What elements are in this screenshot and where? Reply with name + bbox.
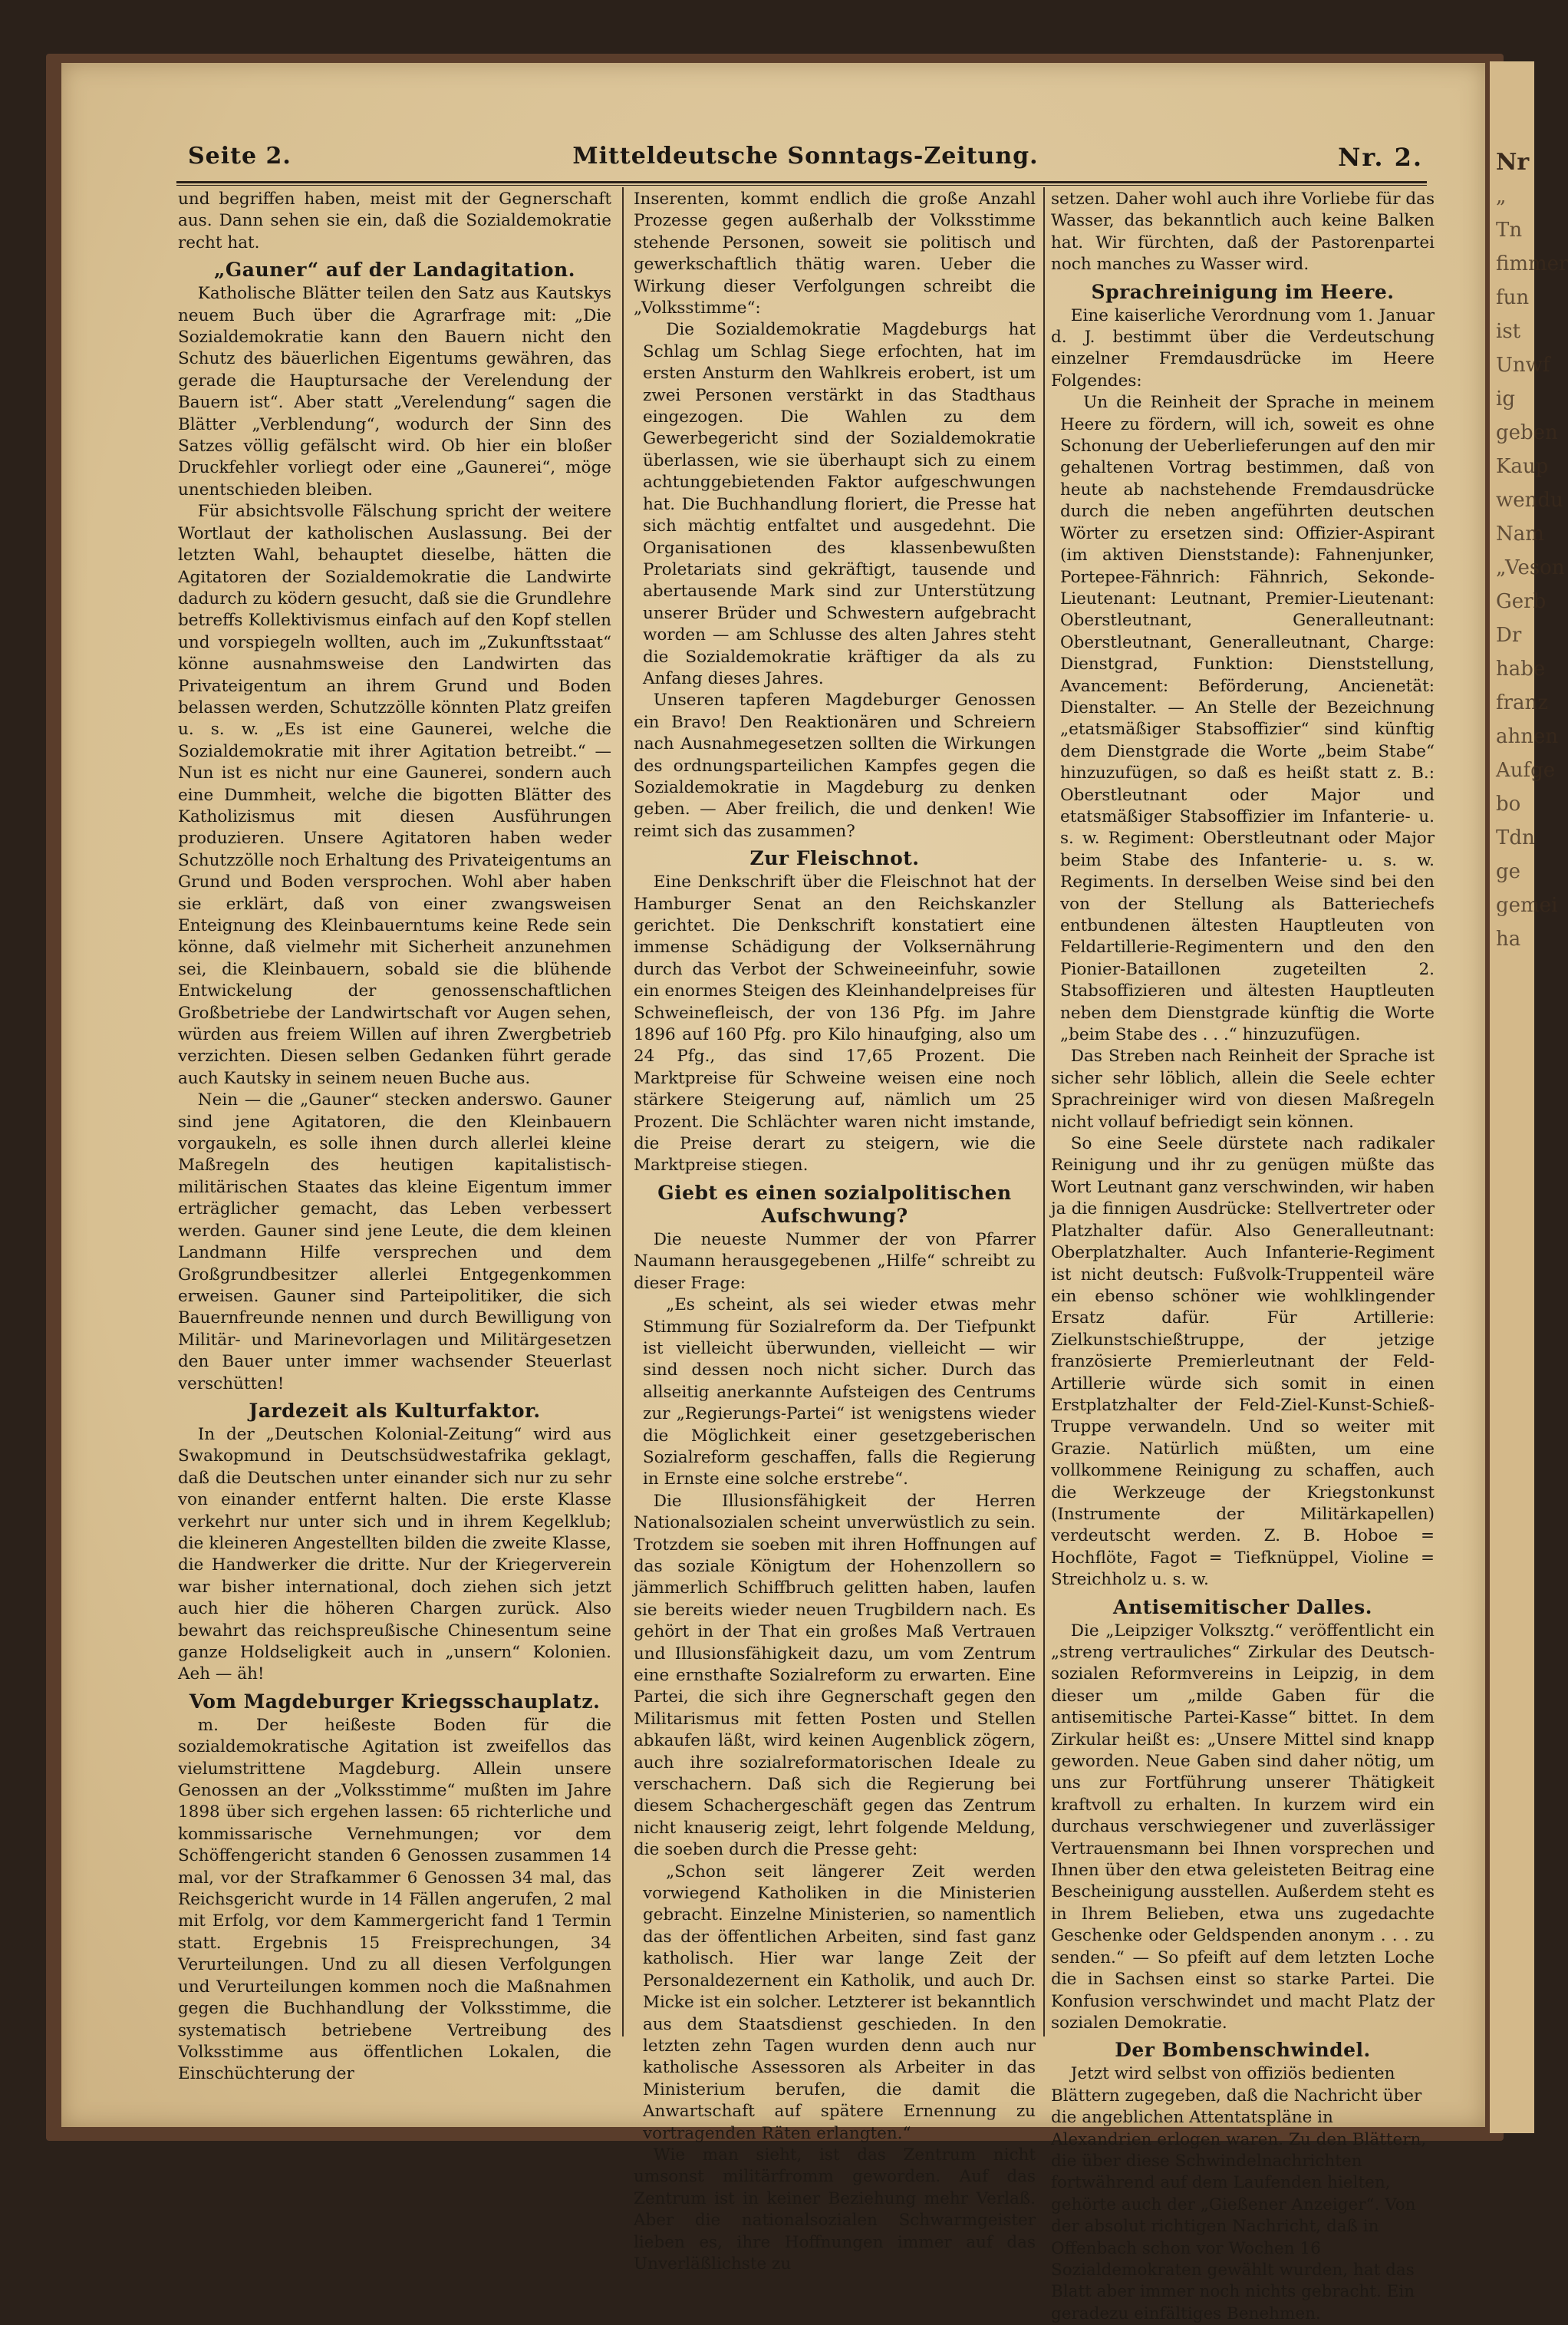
adjacent-page-line: fun [1496, 286, 1530, 309]
column-3 [1051, 189, 1435, 2323]
article-text: Eine Denkschrift über die Fleischnot hat der Hamburger Senat an den Reichskanzler gerichtet. Die Denkschrift konstatiert eine immense Schädigung der Volksernährung durch das Verbot der Schweineeinfuhr, sowie ein enormes Steigen des Kleinhandelpreises für Schweinefleisch, der von 136 Pfg. im Jahre 1896 auf 160 Pfg. pro Kilo hinaufging, also um 24 Pfg., das sind 17,65 Prozent. Die Marktpreise für Schweine weisen eine noch stärkere Steigerung auf, nämlich um 25 Prozent. Die Schlächter waren nicht imstande, die Preise derart zu steigern, wie die Marktpreise stiegen. [634, 872, 1036, 1176]
article-heading-line: Giebt es einen sozialpolitischen [657, 1181, 1012, 1204]
quoted-text: Die Sozialdemokratie Magdeburgs hat Schlag um Schlag Siege erfochten, hat im ersten Ansturm den Wahlkreis erobert, ist um zwei Personen verstärkt in das Stadthaus eingezogen. Die Wahlen zu dem Gewerbegericht sind der Sozialdemokratie überlassen, wie sie überhaupt sich zu einem achtunggebietenden Faktor aufgeschwungen hat. Die Buchhandlung floriert, die Presse hat sich mächtig entfaltet und ausgedehnt. Die Organisationen des klassenbewußten Proletariats sind gekräftigt, tausende und abertausende Mark sind zur Unterstützung unserer Brüder und Schwestern aufgebracht worden — am Schlusse des alten Jahres steht die Sozialdemokratie kräftiger da als zu Anfang dieses Jahres. [643, 320, 1036, 688]
adjacent-page-line: Dr [1496, 624, 1522, 647]
quoted-text: „Schon seit längerer Zeit werden vorwiegend Katholiken in die Ministerien gebracht. Einzelne Ministerien, so namentlich das der öffentlichen Arbeiten, sind fast ganz katholisch. Hier war lange Zeit der Personaldezernent ein Katholik, und auch Dr. Micke ist ein solcher. Letzterer ist bekanntlich aus dem Staatsdienst geschieden. In den letzten zehn Tagen wurden denn auch nur katholische Assessoren als Arbeiter in das Ministerium berufen, die damit die Anwartschaft auf spätere Ernennung zu vortragenden Räten erlangten.“ [643, 1862, 1036, 2143]
article-text: Unseren tapferen Magdeburger Genossen ein Bravo! Den Reaktionären und Schreiern nach Ausnahmegesetzen sollten die Wirkungen des ordnungsparteilichen Kampfes gegen die Sozialdemokratie in Magdeburg zu denken geben. — Aber freilich, die und denken! Wie reimt sich das zusammen? [634, 691, 1036, 841]
article-heading: Jardezeit als Kulturfaktor. [249, 1399, 541, 1422]
article-text: Katholische Blätter teilen den Satz aus Kautskys neuem Buch über die Agrarfrage mit: „Die Sozialdemokratie kann den Bauern nicht den Schutz des bäuerlichen Eigentums gewähren, das gerade die Hauptursache der Verelendung der Bauern ist“. Aber statt „Verelendung“ sagen die Blätter „Verblendung“, wodurch der Sinn des Satzes völlig gefälscht wird. Ob hier ein bloßer Druckfehler vorliegt oder eine „Gaunerei“, möge unentschieden bleiben. [178, 284, 611, 500]
article-text: Wie man sieht, ist das Zentrum nicht umsonst militärfromm geworden. Auf das Zentrum ist in keiner Beziehung mehr Verlaß. Aber die nationalsozialen Schwarmgeister lieben es, ihre Hoffnungen immer auf das Unverläßlichste zu [634, 2145, 1036, 2274]
adjacent-page-line: Nam [1496, 523, 1544, 546]
adjacent-page-line: ge [1496, 860, 1521, 883]
article-text: Das Streben nach Reinheit der Sprache ist sicher sehr löblich, allein die Seele echter Sprachreiniger wird von diesen Maßregeln nicht vollauf befriedigt sein können. [1051, 1047, 1435, 1132]
adjacent-page-line: Aufge [1496, 759, 1556, 782]
newspaper-title: Mitteldeutsche Sonntags-Zeitung. [572, 143, 1039, 170]
adjacent-page-line: „ [1496, 185, 1507, 208]
article-text: Inserenten, kommt endlich die große Anzahl Prozesse gegen außerhalb der Volksstimme stehende Personen, soweit sie politisch und gewerkschaftlich thätig waren. Ueber die Wirkung dieser Verfolgungen schreibt die „Volksstimme“: [634, 190, 1036, 318]
article-text: Nein — die „Gauner“ stecken anderswo. Gauner sind jene Agitatoren, die den Kleinbauern vorgaukeln, es solle ihnen durch allerlei kleine Maßregeln des heutigen kapitalistisch-militärischen Staates das kleine Eigentum immer erträglicher gemacht, das Leben verbessert werden. Gauner sind jene Leute, die dem kleinen Landmann Hilfe versprechen und dem Großgrundbesitzer allerlei Entgegenkommen erweisen. Gauner sind Parteipolitiker, die sich Bauernfreunde nennen und durch Bewilligung von Militär- und Marinevorlagen und Militärgesetzen den Bauer unter immer wachsender Steuerlast verschütten! [178, 1090, 611, 1393]
column-1 [178, 189, 611, 2084]
article-heading-line: Aufschwung? [761, 1204, 908, 1227]
article-heading [634, 1182, 1036, 1228]
adjacent-page-line: Gerb [1496, 590, 1547, 613]
article-text: Für absichtsvolle Fälschung spricht der weitere Wortlaut der katholischen Auslassung. Bei der letzten Wahl, behauptet dieselbe, hätten die Agitatoren der Sozialdemokratie die Landwirte dadurch zu ködern gesucht, daß sie die Grundlehre betreffs Kollektivismus einfach auf den Kopf stellen und vorspiegeln wollten, auch im „Zukunftsstaat“ könne ausnahmsweise den Landwirten das Privateigentum an ihrem Grund und Boden belassen werden, Schutzzölle könnten Platz greifen u. s. w. „Es ist eine Gaunerei, welche die Sozialdemokratie mit ihrer Agitation betreibt.“ — Nun ist es nicht nur eine Gaunerei, sondern auch eine Dummheit, welche die bigotten Blätter des Katholizismus mit diesen Ausführungen produzieren. Unsere Agitatoren haben weder Schutzzölle noch Erhaltung des Privateigentums an Grund und Boden versprochen. Wohl aber haben sie erklärt, daß von einer zwangsweisen Enteignung des Kleinbauerntums keine Rede sein könne, daß vielmehr mit Sicherheit anzunehmen sei, die Kleinbauern, sobald sie die blühende Entwickelung der genossenschaftlichen Großbetriebe der Landwirtschaft vor Augen sehen, würden aus freiem Willen auf ihren Zwergbetrieb verzichten. Diesen selben Gedanken führt gerade auch Kautsky in seinem neuen Buche aus. [178, 502, 611, 1088]
adjacent-page-line: geben [1496, 421, 1558, 444]
adjacent-page-line: habe [1496, 658, 1546, 681]
article-text: Die neueste Nummer der von Pfarrer Naumann herausgegebenen „Hilfe“ schreibt zu dieser Frage: [634, 1229, 1036, 1293]
header-rule [176, 181, 1427, 186]
adjacent-page-line: Kaup [1496, 455, 1549, 478]
article-heading: Sprachreinigung im Heere. [1091, 280, 1395, 303]
adjacent-page-line: ig [1496, 388, 1515, 411]
article-heading: Antisemitischer Dalles. [1113, 1595, 1372, 1618]
adjacent-page-line: ha [1496, 928, 1521, 951]
adjacent-page-line: ahnen [1496, 725, 1559, 748]
adjacent-page-line: Unwf [1496, 354, 1550, 377]
column-divider [1043, 187, 1045, 2036]
column-2 [634, 189, 1036, 2274]
adjacent-page-line: Tdn [1496, 826, 1535, 849]
issue-number: Nr. 2. [1338, 143, 1423, 172]
article-text: setzen. Daher wohl auch ihre Vorliebe für das Wasser, das bekanntlich auch keine Balken hat. Wir fürchten, daß der Pastorenpartei noch manches zu Wasser wird. [1051, 190, 1435, 275]
column-divider [622, 187, 624, 2036]
article-heading: Der Bombenschwindel. [1115, 2039, 1371, 2062]
quoted-text: „Es scheint, als sei wieder etwas mehr Stimmung für Sozialreform da. Der Tiefpunkt ist vielleicht überwunden, vielleicht — wir sind dessen noch nicht sicher. Durch das allseitig anerkannte Aufsteigen des Centrums zur „Regierungs-Partei“ ist wenigstens wieder die Möglichkeit einer gesetzgeberischen Sozialreform geschaffen, falls die Regierung in Ernste eine solche erstrebe“. [643, 1295, 1036, 1489]
page-header [188, 143, 1423, 181]
article-heading: Vom Magdeburger Kriegsschauplatz. [189, 1690, 601, 1713]
article-text: m. Der heißeste Boden für die sozialdemokratische Agitation ist zweifellos das vielumstrittene Magdeburg. Allein unsere Genossen an der „Volksstimme“ mußten im Jahre 1898 über sich ergehen lassen: 65 richterliche und kommissarische Vernehmungen; vor dem Schöffengericht standen 6 Genossen zusammen 14 mal, vor der Strafkammer 6 Genossen 34 mal, das Reichsgericht wurde in 14 Fällen angerufen, 2 mal mit Erfolg, vor dem Kammergericht fand 1 Termin statt. Ergebnis 15 Freisprechungen, 34 Verurteilungen. Und zu all diesen Verfolgungen und Verurteilungen kommen noch die Maßnahmen gegen die Buchhandlung der Volksstimme, die systematisch betriebene Vertreibung des Volksstimme aus öffentlichen Lokalen, die Einschüchterung der [178, 1715, 611, 2084]
adjacent-page-line: gemei [1496, 894, 1558, 917]
adjacent-page-line: ist [1496, 320, 1521, 343]
article-text: Jetzt wird selbst von offiziös bedienten Blättern zugegeben, daß die Nachricht über die angeblichen Attentatspläne in Alexandrien erlogen waren. Zu den Blättern, die über diese Schwindelnachrichten fortwährend auf dem Laufenden hielten, gehörte auch der „Gießener Anzeiger“. Von der absolut richtigen Nachricht, daß in Offenbach schon vor Wochen 16 Sozialdemokraten gewählt wurden, hat das Blatt aber immer noch nichts gebracht. Ein geradezu einfältiges Benehmen. [1051, 2064, 1427, 2323]
adjacent-page-line: „Veson [1496, 556, 1565, 579]
quoted-text: Un die Reinheit der Sprache in meinem Heere zu fördern, will ich, soweit es ohne Schonung der Ueberlieferungen auf den mir gehaltenen Vortrag bestimmen, daß von heute ab nachstehende Fremdausdrücke durch die neben angeführten deutschen Wörter zu ersetzen sind: Offizier-Aspirant (im aktiven Dienststande): Fahnenjunker, Portepee-Fähnrich: Fähnrich, Sekonde-Lieutenant: Leutnant, Premier-Lieutenant: Oberstleutnant, Generalleutnant: Oberstleutnant, Generalleutnant, Charge: Dienstgrad, Funktion: Dienststellung, Avancement: Beförderung, Ancienetät: Dienstalter. — An Stelle der Bezeichnung „etatsmäßiger Stabsoffizier“ sind künftig dem Dienstgrade die Worte „beim Stabe“ hinzuzufügen, so daß es heißt statt z. B.: Oberstleutnant oder Major und etatsmäßiger Stabsoffizier im Infanterie- u. s. w. Regiment: Oberstleutnant oder Major beim Stabe des Infanterie- u. s. w. Regiments. In derselben Weise sind bei den von der Stellung als Batteriechefs entbundenen ältesten Hauptleuten von Feldartillerie-Regimentern und den den Pionier-Bataillonen zugeteilten 2. Stabsoffizieren und ältesten Hauptleuten neben dem Dienstgrade künftig die Worte „beim Stabe des . . .“ hinzuzufügen. [1060, 393, 1435, 1045]
adjacent-page-line: wendu [1496, 489, 1563, 512]
article-heading: Zur Fleischnot. [749, 847, 920, 870]
article-text: Die Illusionsfähigkeit der Herren Nationalsozialen scheint unverwüstlich zu sein. Trotzdem sie soeben mit ihren Hoffnungen auf das soziale Königtum der Hohenzollern so jämmerlich Schiffbruch gelitten haben, laufen sie bereits wieder neuen Trugbildern nach. Es gehört in der That ein großes Maß Vertrauen und Illusionsfähigkeit dazu, um vom Zentrum eine ernsthafte Sozialreform zu erwarten. Eine Partei, die sich ihre Gegnerschaft gegen den Militarismus mit fetten Posten und Stellen abkaufen läßt, wird keinen Augenblick zögern, auch ihre sozialreformatorischen Ideale zu verschachern. Daß sich die Regierung bei diesem Schachergeschäft gegen das Zentrum nicht knauserig zeigt, lehrt folgende Meldung, die soeben durch die Presse geht: [634, 1491, 1036, 1860]
adjacent-page-lines [1490, 180, 1568, 956]
page-label: Seite 2. [188, 143, 292, 170]
article-heading: „Gauner“ auf der Landagitation. [214, 259, 575, 282]
article-text: Die „Leipziger Volksztg.“ veröffentlicht ein „streng vertrauliches“ Zirkular des Deutsch-sozialen Reformvereins in Leipzig, in dem dieser um „milde Gaben für die antisemitische Partei-Kasse“ bittet. In dem Zirkular heißt es: „Unsere Mittel sind knapp geworden. Neue Gaben sind daher nötig, um uns zur Fortführung unserer Thätigkeit kraftvoll zu erhalten. In kurzem wird ein durchaus verschwiegener und zuverlässiger Vertrauensmann bei Ihnen vorsprechen und Ihnen über den etwa geleisteten Beitrag eine Bescheinigung ausstellen. Außerdem steht es in Ihrem Belieben, etwa uns zugedachte Geschenke oder Geldspenden anonym . . . zu senden.“ — So pfeift auf dem letzten Loche die in Sachsen einst so starke Partei. Die Konfusion verschwindet und macht Platz der sozialen Demokratie. [1051, 1621, 1435, 2033]
article-text: In der „Deutschen Kolonial-Zeitung“ wird aus Swakopmund in Deutschsüdwestafrika geklagt, daß die Deutschen unter einander sich nur zu sehr von einander entfernt halten. Die erste Klasse verkehrt nur unter sich und in ihrem Kegelklub; die kleineren Angestellten bilden die zweite Klasse, die Handwerker die dritte. Nur der Kriegerverein war bisher international, doch ziehen sich jetzt auch hier die höheren Chargen zurück. Also bewahrt das reichspreußische Chinesentum seine ganze Holdseligkeit auch in „unsern“ Kolonien. Aeh — äh! [178, 1424, 611, 1684]
adjacent-page-line: Tn [1496, 219, 1523, 242]
article-text: und begriffen haben, meist mit der Gegnerschaft aus. Dann sehen sie ein, daß die Sozialdemokratie recht hat. [178, 190, 611, 252]
adjacent-page-header: Nr [1496, 149, 1530, 176]
article-text: Eine kaiserliche Verordnung vom 1. Januar d. J. bestimmt über die Verdeutschung einzelner Fremdausdrücke im Heere Folgendes: [1051, 305, 1435, 391]
article-text: So eine Seele dürstete nach radikaler Reinigung und ihr zu genügen müßte das Wort Leutnant ganz verschwinden, wir haben ja die finnigen Ausdrücke: Stellvertreter oder Platzhalter dafür. Also Generalleutnant: Oberplatzhalter. Auch Infanterie-Regiment ist nicht deutsch: Fußvolk-Truppenteil wäre ein ebenso schöner wie wohlklingender Ersatz dafür. Für Artillerie: Zielkunstschießtruppe, der jetzige französierte Premierleutnant der Feld-Artillerie würde sich somit in einen Erstplatzhalter der Feld-Ziel-Kunst-Schieß-Truppe verwandeln. Und so weiter mit Grazie. Natürlich müßten, um eine vollkommene Reinigung zu schaffen, auch die Werkzeuge der Kriegstonkunst (Instrumente der Militärkapellen) verdeutscht werden. Z. B. Hoboe = Hochflöte, Fagot = Tiefknüppel, Violine = Streichholz u. s. w. [1051, 1134, 1435, 1590]
adjacent-page-edge [1490, 61, 1568, 2133]
adjacent-page-line: fimmer [1496, 252, 1568, 275]
adjacent-page-line: franz [1496, 691, 1548, 714]
adjacent-page-line: bo [1496, 793, 1521, 816]
